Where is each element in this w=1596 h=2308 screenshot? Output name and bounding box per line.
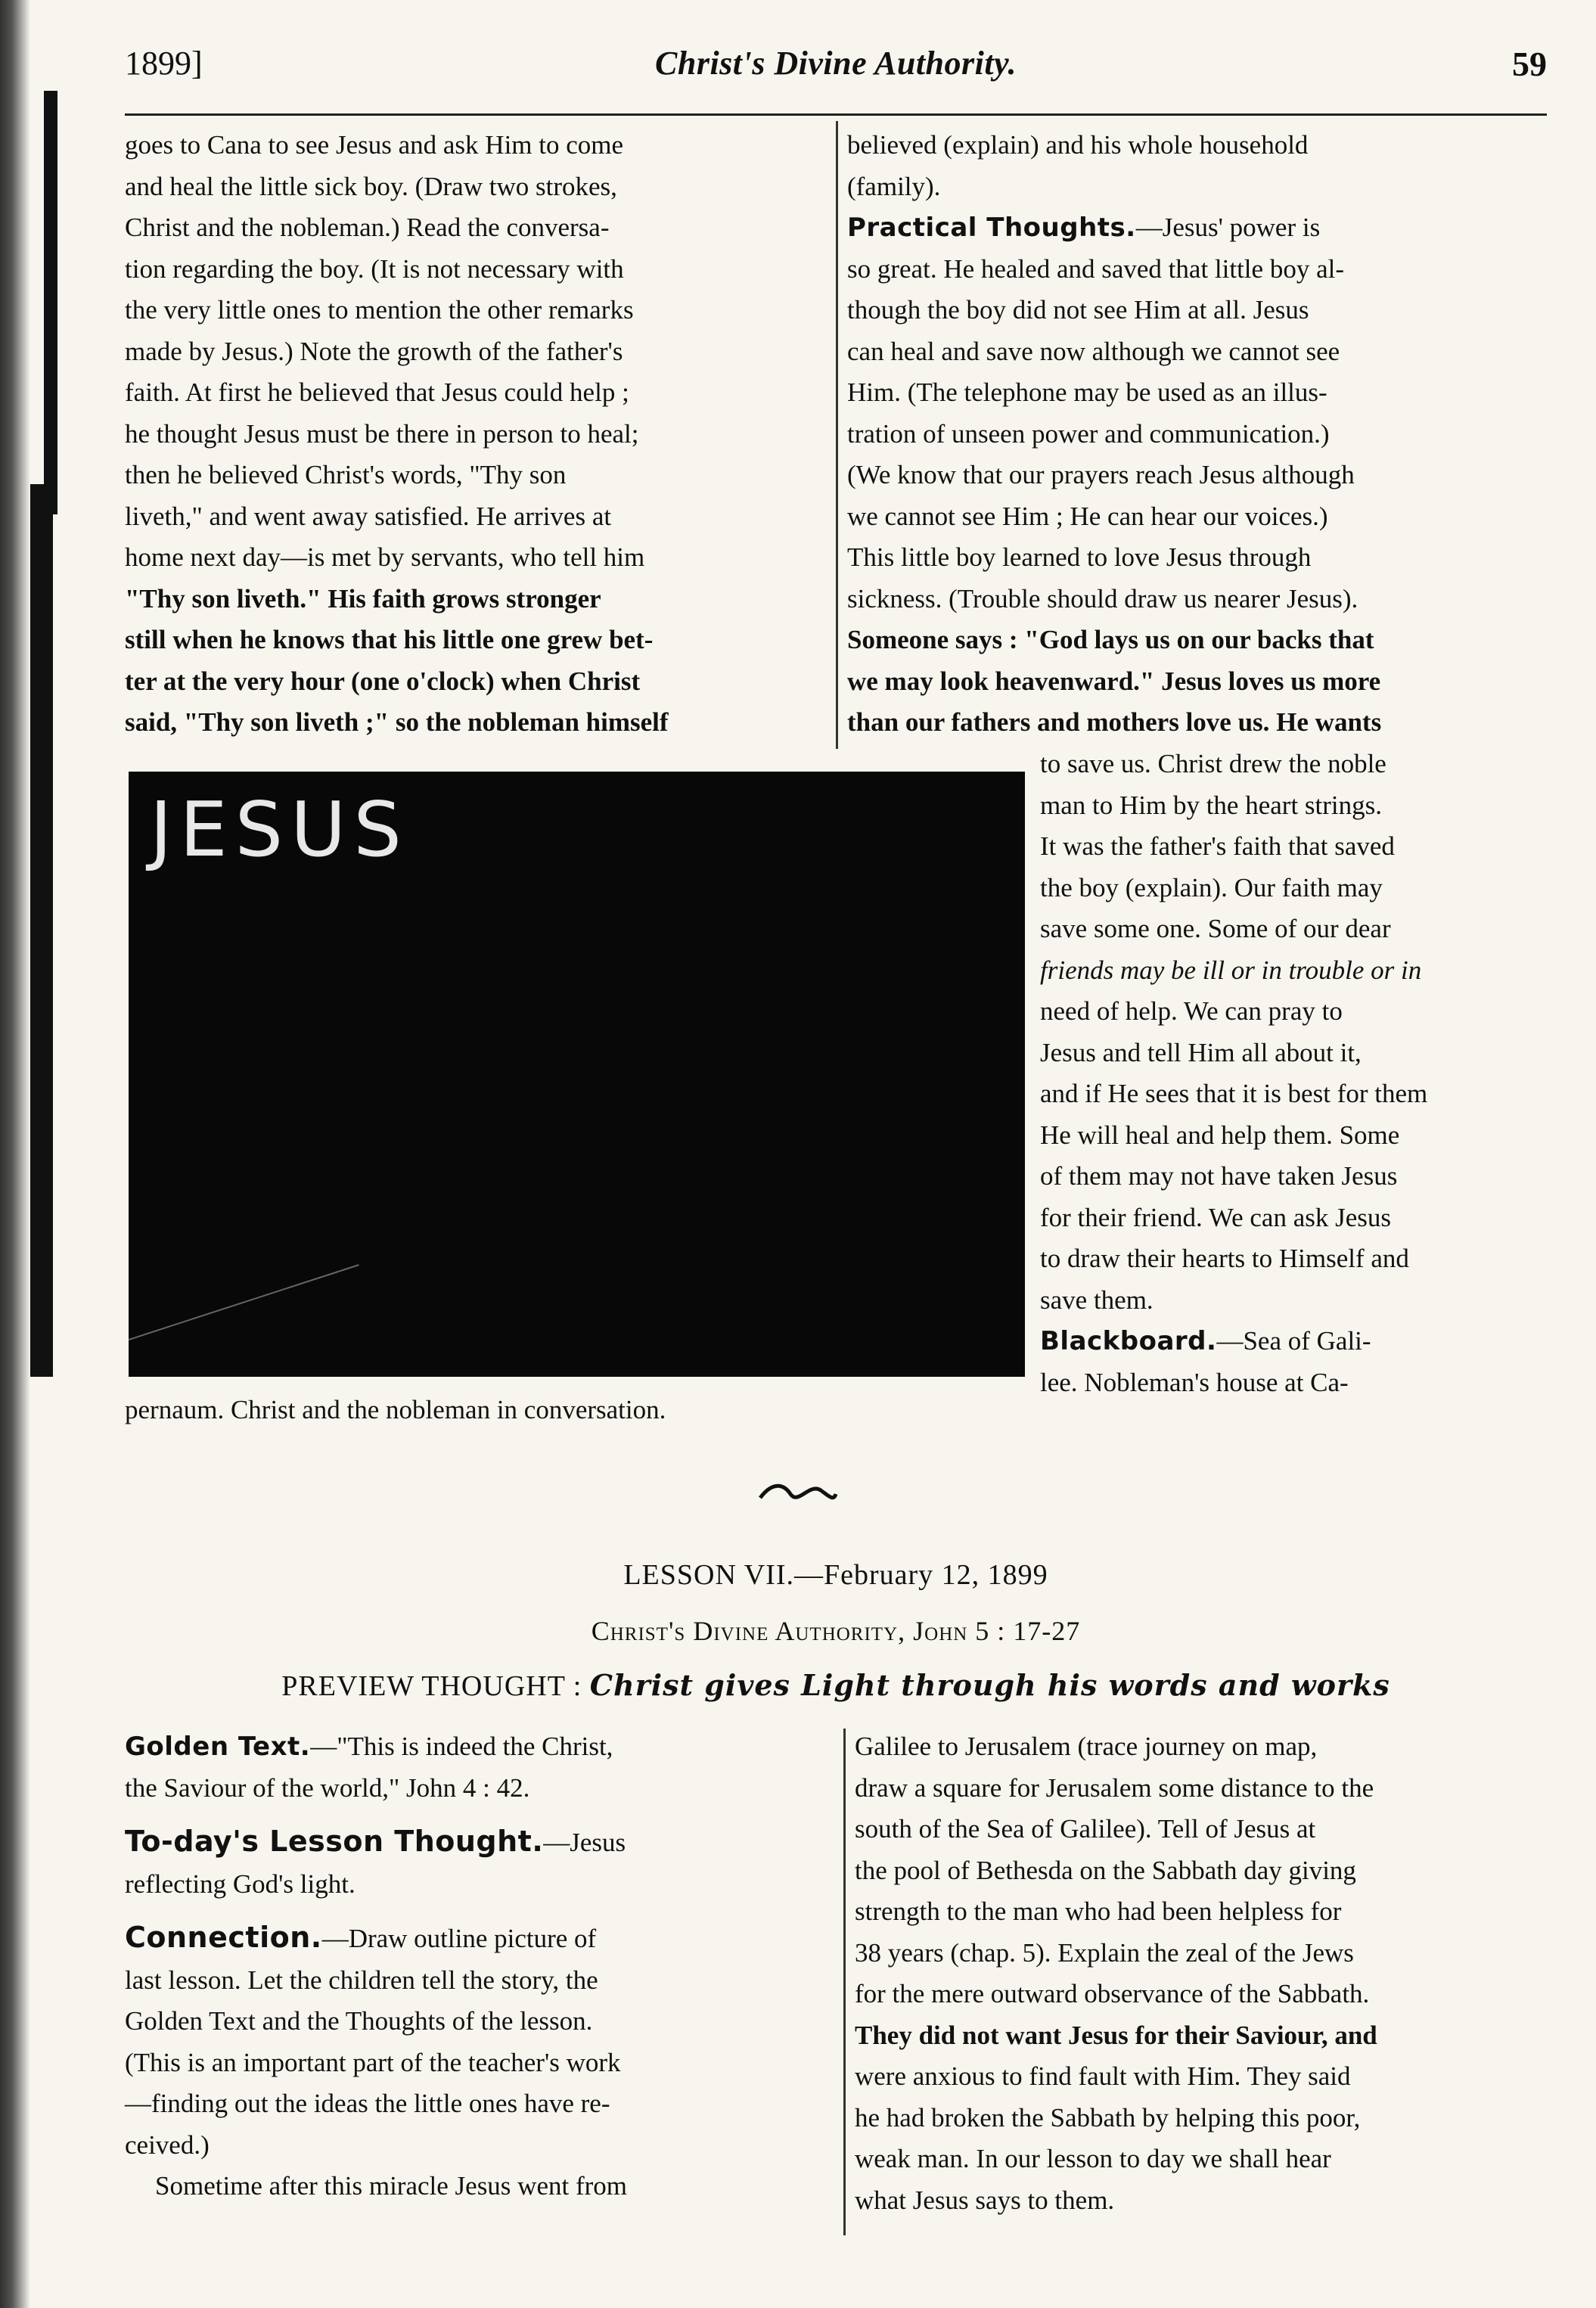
running-header: [125, 44, 1547, 89]
left-column: [125, 125, 821, 744]
body-line: he thought Jesus must be there in person to heal;: [125, 418, 639, 449]
preview-label: PREVIEW THOUGHT :: [281, 1670, 582, 1702]
body-line: to draw their hearts to Himself and: [1040, 1244, 1409, 1273]
body-line: said, "Thy son liveth ;" so the nobleman himself: [125, 707, 669, 737]
body-line: of them may not have taken Jesus: [1040, 1161, 1398, 1191]
lesson-thought-heading: To-day's Lesson Thought.: [125, 1825, 544, 1858]
page-number: 59: [1512, 45, 1547, 83]
ornament: [756, 1479, 840, 1517]
blackboard-illustration: [129, 772, 1025, 1377]
body-line: he had broken the Sabbath by helping this poor,: [855, 2102, 1361, 2132]
body-line: Blackboard.—Sea of Gali-: [1040, 1326, 1371, 1356]
body-line: 38 years (chap. 5). Explain the zeal of the Jews: [855, 1937, 1354, 1968]
body-line: then he believed Christ's words, "Thy son: [125, 460, 567, 489]
body-line: They did not want Jesus for their Saviour, and: [855, 2020, 1377, 2050]
header-year: 1899]: [125, 45, 203, 82]
body-line: sickness. (Trouble should draw us nearer Jesus).: [847, 583, 1358, 613]
body-line: need of help. We can pray to: [1040, 996, 1343, 1026]
body-line: ceived.): [125, 2129, 210, 2160]
body-line: and if He sees that it is best for them: [1040, 1079, 1428, 1108]
body-line: made by Jesus.) Note the growth of the father's: [125, 336, 623, 366]
body-line: believed (explain) and his whole household: [847, 130, 1309, 160]
body-line: man to Him by the heart strings.: [1040, 790, 1383, 820]
body-line: draw a square for Jerusalem some distance to the: [855, 1772, 1374, 1803]
body-line: —finding out the ideas the little ones have re-: [125, 2089, 610, 2118]
golden-text-heading: Golden Text.: [125, 1732, 311, 1762]
header-rule: [125, 113, 1547, 116]
body-line: It was the father's faith that saved: [1040, 831, 1395, 861]
body-line: He will heal and help them. Some: [1040, 1120, 1400, 1150]
body-line: save some one. Some of our dear: [1040, 914, 1391, 943]
body-line: we may look heavenward." Jesus loves us more: [847, 666, 1381, 696]
lesson-heading: LESSON VII.—February 12, 1899: [623, 1559, 1048, 1591]
body-line: Golden Text and the Thoughts of the lesson.: [125, 2006, 593, 2036]
column-divider: [843, 1729, 846, 2235]
body-line: Connection.—Draw outline picture of: [125, 1921, 597, 1954]
bottom-right-column: [855, 1726, 1547, 2221]
body-line: last lesson. Let the children tell the story, the: [125, 1965, 598, 1995]
body-line: (This is an important part of the teacher's work: [125, 2047, 621, 2077]
body-line: strength to the man who had been helpless for: [855, 1896, 1342, 1926]
connection-heading: Connection.: [125, 1921, 322, 1954]
body-line: the Saviour of the world," John 4 : 42.: [125, 1772, 530, 1803]
body-line: to save us. Christ drew the noble: [1040, 749, 1386, 778]
body-line: we cannot see Him ; He can hear our voices.): [847, 501, 1328, 531]
preview-thought: [125, 1668, 1547, 1703]
body-line: and heal the little sick boy. (Draw two strokes,: [125, 171, 617, 201]
body-line: tration of unseen power and communication.): [847, 418, 1330, 449]
body-line: faith. At first he believed that Jesus could help ;: [125, 377, 629, 407]
right-narrow-column: [1040, 744, 1547, 1403]
body-line: the pool of Bethesda on the Sabbath day giving: [855, 1855, 1356, 1885]
body-line: save them.: [1040, 1284, 1154, 1315]
body-line: friends may be ill or in trouble or in: [1040, 955, 1422, 985]
body-line: for their friend. We can ask Jesus: [1040, 1202, 1392, 1232]
binding-edge: [0, 0, 36, 2308]
blackboard-heading: Blackboard.: [1040, 1326, 1217, 1356]
body-line: what Jesus says to them.: [855, 2185, 1115, 2215]
body-line: reflecting God's light.: [125, 1868, 356, 1899]
preview-text: Christ gives Light through his words and works: [589, 1668, 1390, 1702]
body-line: were anxious to find fault with Him. They said: [855, 2061, 1351, 2091]
body-line: "Thy son liveth." His faith grows stronger: [125, 583, 601, 613]
right-column: [847, 125, 1547, 744]
body-line: (family).: [847, 171, 941, 201]
body-line: ter at the very hour (one o'clock) when Christ: [125, 666, 641, 696]
illustration-caption: pernaum. Christ and the nobleman in conversation.: [125, 1395, 666, 1424]
body-line: tion regarding the boy. (It is not necessary with: [125, 253, 624, 284]
body-line: Him. (The telephone may be used as an illus-: [847, 377, 1327, 407]
body-line: still when he knows that his little one grew bet-: [125, 625, 654, 654]
body-line: than our fathers and mothers love us. He wants: [847, 707, 1382, 737]
header-title: Christ's Divine Authority.: [655, 45, 1017, 82]
body-line: weak man. In our lesson to day we shall hear: [855, 2144, 1331, 2173]
body-line: can heal and save now although we cannot see: [847, 336, 1340, 366]
lesson-reference: Christ's Divine Authority, John 5 : 17-27: [591, 1616, 1081, 1646]
body-line: Someone says : "God lays us on our backs that: [847, 625, 1374, 654]
body-line: To-day's Lesson Thought.—Jesus: [125, 1825, 626, 1858]
body-line: though the boy did not see Him at all. Jesus: [847, 295, 1309, 325]
body-line: Christ and the nobleman.) Read the conversa-: [125, 213, 610, 242]
body-line: This little boy learned to love Jesus through: [847, 542, 1312, 572]
body-line: liveth," and went away satisfied. He arrives at: [125, 501, 612, 531]
column-divider: [836, 121, 838, 749]
body-line: lee. Nobleman's house at Ca-: [1040, 1367, 1349, 1397]
body-line: Sometime after this miracle Jesus went from: [155, 2171, 628, 2201]
body-line: Galilee to Jerusalem (trace journey on map,: [855, 1732, 1318, 1761]
body-line: for the mere outward observance of the Sabbath.: [855, 1979, 1370, 2008]
illustration-word: JESUS: [150, 785, 409, 874]
body-line: the boy (explain). Our faith may: [1040, 872, 1383, 902]
body-line: Practical Thoughts.—Jesus' power is: [847, 213, 1321, 243]
body-line: Jesus and tell Him all about it,: [1040, 1037, 1362, 1067]
body-line: the very little ones to mention the other remarks: [125, 295, 634, 325]
body-line: home next day—is met by servants, who tell him: [125, 542, 645, 572]
body-line: south of the Sea of Galilee). Tell of Jesus at: [855, 1814, 1316, 1844]
body-line: (We know that our prayers reach Jesus although: [847, 460, 1355, 489]
bottom-left-column: [125, 1726, 828, 2207]
body-line: Golden Text.—"This is indeed the Christ,: [125, 1732, 613, 1762]
body-line: so great. He healed and saved that little boy al-: [847, 253, 1344, 284]
practical-heading: Practical Thoughts.: [847, 213, 1136, 243]
body-line: goes to Cana to see Jesus and ask Him to come: [125, 130, 624, 160]
